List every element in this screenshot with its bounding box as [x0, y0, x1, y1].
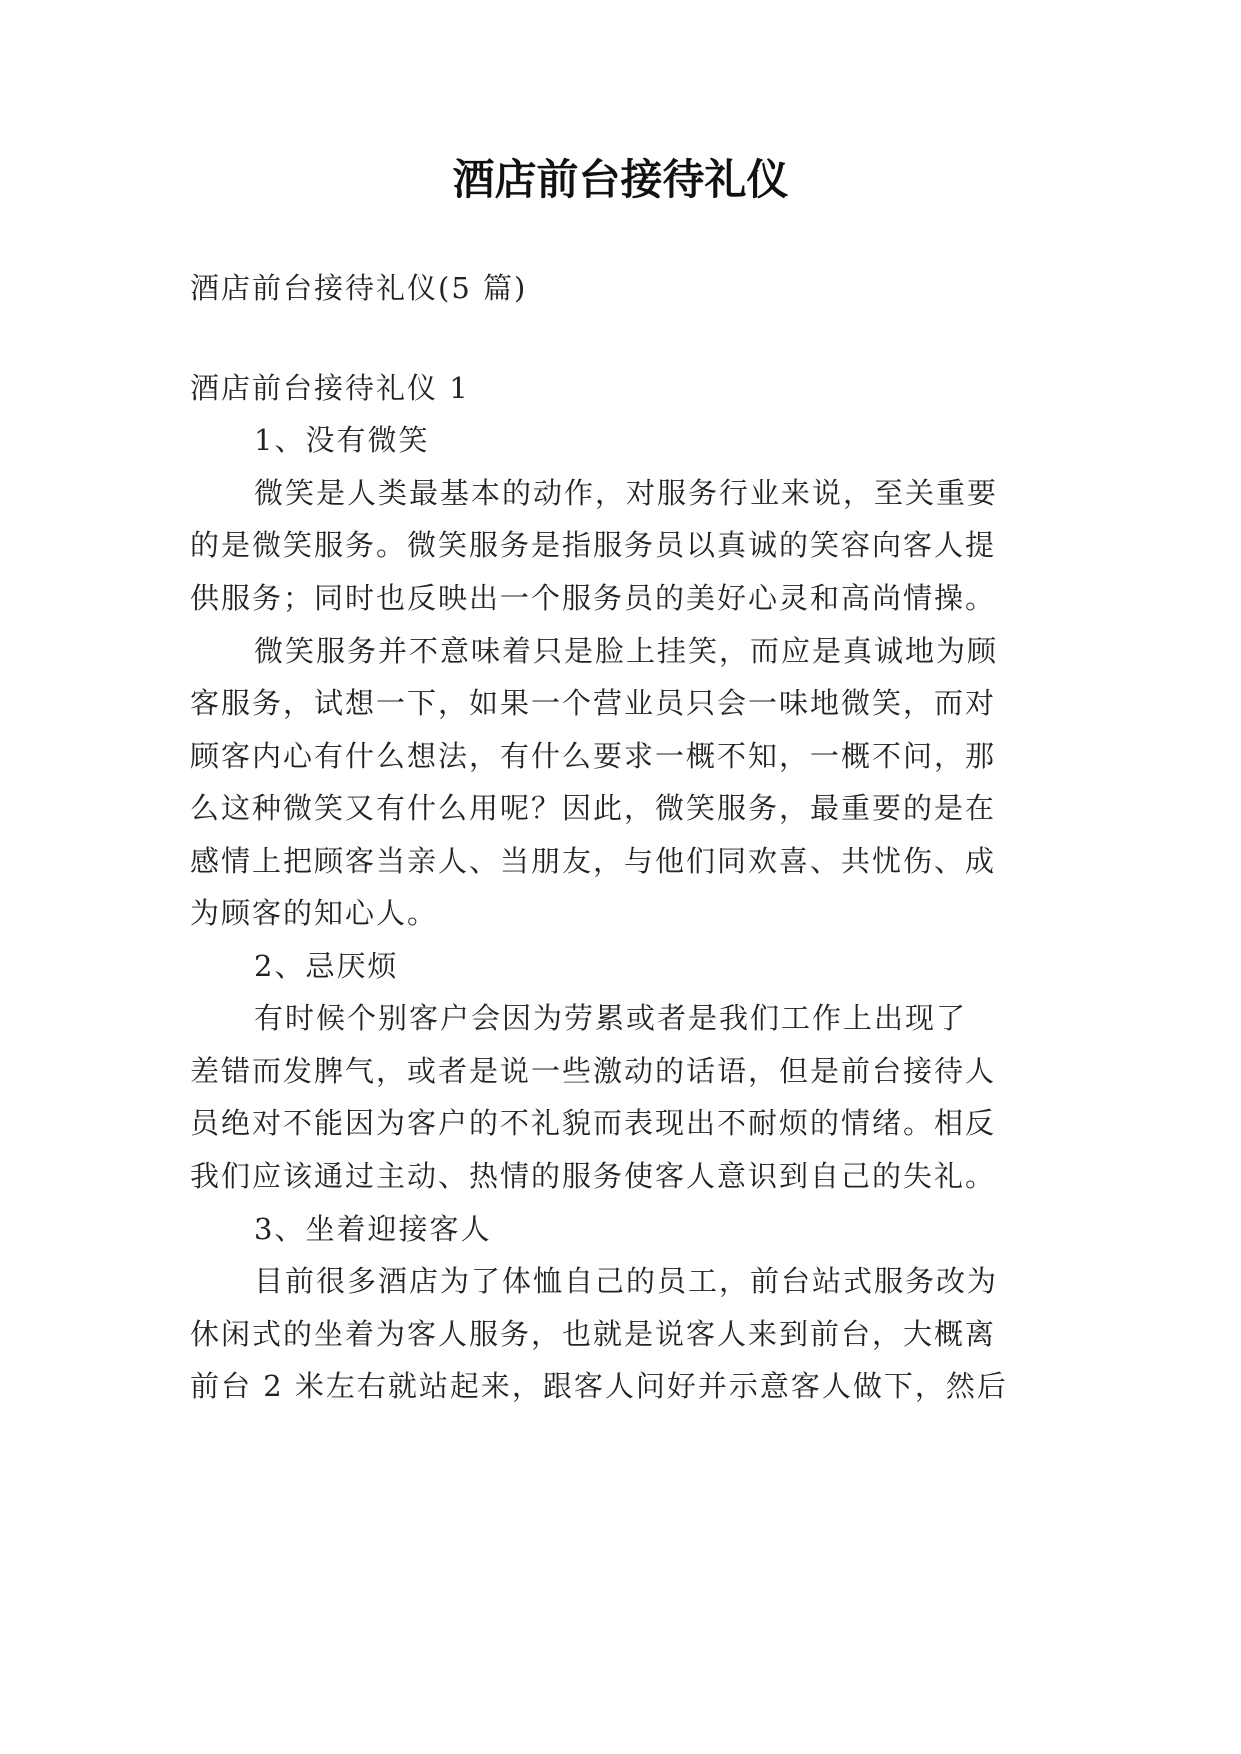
paragraph-line: 顾客内心有什么想法，有什么要求一概不知，一概不问，那	[190, 739, 997, 773]
document-title: 酒店前台接待礼仪	[452, 155, 789, 204]
paragraph-line: 前台 2 米左右就站起来，跟客人问好并示意客人做下，然后	[190, 1369, 1008, 1403]
paragraph-line: 么这种微笑又有什么用呢？因此，微笑服务，最重要的是在	[190, 791, 997, 825]
document-subtitle: 酒店前台接待礼仪(5 篇)	[190, 271, 528, 305]
paragraph-line: 为顾客的知心人。	[190, 896, 439, 930]
paragraph-line: 的是微笑服务。微笑服务是指服务员以真诚的笑容向客人提	[190, 528, 997, 562]
item-heading-3: 3、坐着迎接客人	[254, 1212, 492, 1246]
paragraph-line: 我们应该通过主动、热情的服务使客人意识到自己的失礼。	[190, 1159, 997, 1193]
paragraph-line: 员绝对不能因为客户的不礼貌而表现出不耐烦的情绪。相反	[190, 1106, 997, 1140]
paragraph-line: 客服务，试想一下，如果一个营业员只会一味地微笑，而对	[190, 686, 997, 720]
paragraph-line: 微笑是人类最基本的动作，对服务行业来说，至关重要	[254, 476, 999, 510]
paragraph-line: 供服务；同时也反映出一个服务员的美好心灵和高尚情操。	[190, 581, 997, 615]
paragraph-line: 感情上把顾客当亲人、当朋友，与他们同欢喜、共忧伤、成	[190, 844, 997, 878]
paragraph-line: 有时候个别客户会因为劳累或者是我们工作上出现了	[254, 1001, 968, 1035]
section-heading: 酒店前台接待礼仪 1	[190, 371, 470, 405]
paragraph-line: 目前很多酒店为了体恤自己的员工，前台站式服务改为	[254, 1264, 999, 1298]
paragraph-line: 差错而发脾气，或者是说一些激动的话语，但是前台接待人	[190, 1054, 997, 1088]
item-heading-1: 1、没有微笑	[254, 423, 430, 457]
paragraph-line: 微笑服务并不意味着只是脸上挂笑，而应是真诚地为顾	[254, 634, 999, 668]
item-heading-2: 2、忌厌烦	[254, 949, 399, 983]
paragraph-line: 休闲式的坐着为客人服务，也就是说客人来到前台，大概离	[190, 1317, 997, 1351]
